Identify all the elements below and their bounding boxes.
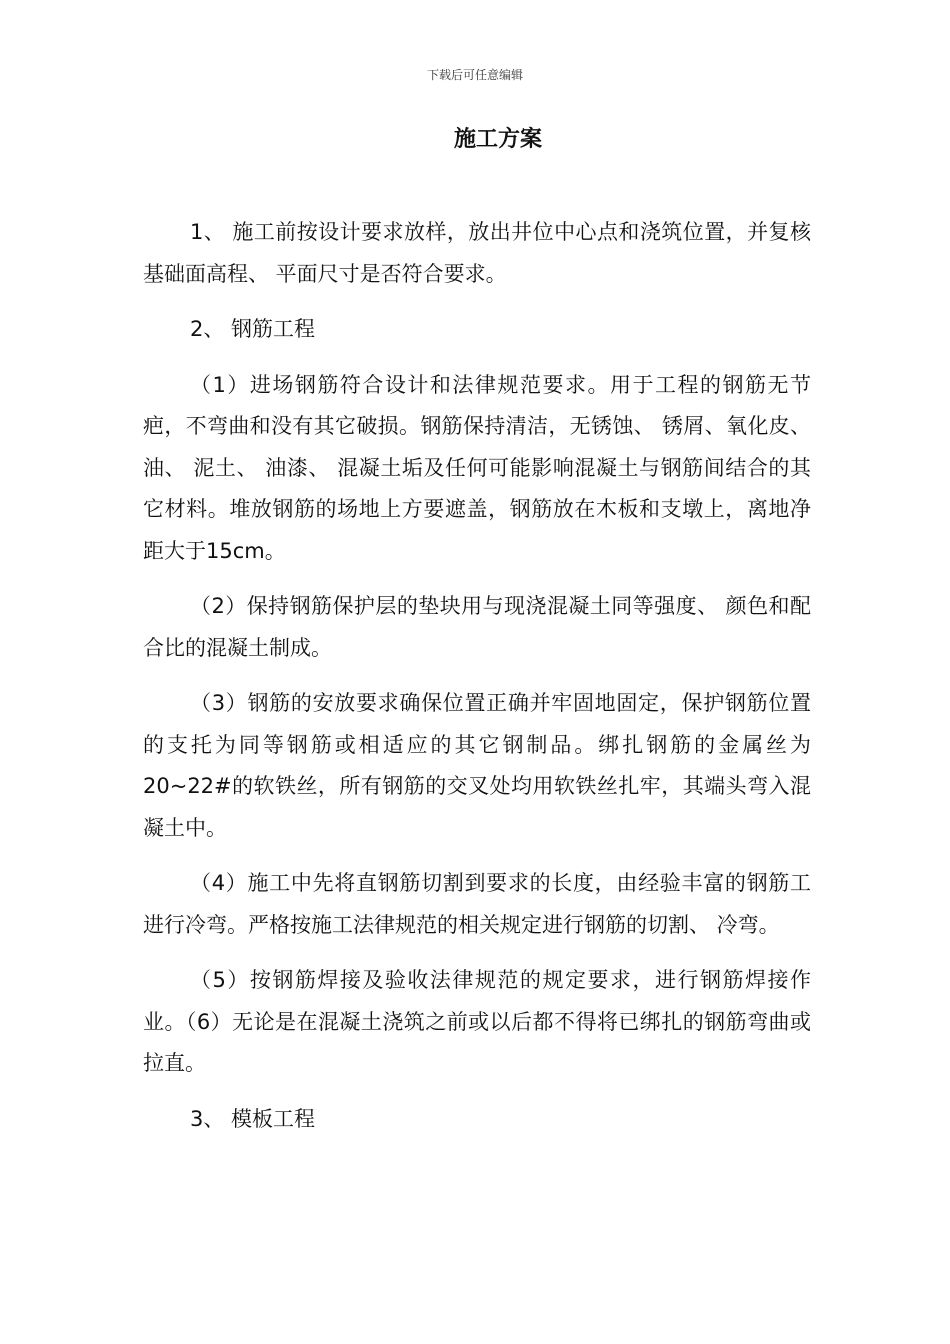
paragraph-4: （2）保持钢筋保护层的垫块用与现浇混凝土同等强度、 颜色和配合比的混凝土制成。 bbox=[143, 594, 811, 660]
document-title: 施工方案 bbox=[453, 127, 542, 152]
paragraph-8-heading: 3、 模板工程 bbox=[190, 1106, 316, 1131]
paragraph-6: （4）施工中先将直钢筋切割到要求的长度，由经验丰富的钢筋工进行冷弯。严格按施工法律规范的相关规定进行钢筋的切割、 冷弯。 bbox=[143, 871, 811, 937]
paragraph-2-heading: 2、 钢筋工程 bbox=[190, 317, 316, 341]
header-note: 下载后可任意编辑 bbox=[426, 68, 523, 82]
paragraph-5: （3）钢筋的安放要求确保位置正确并牢固地固定，保护钢筋位置的支托为同等钢筋或相适应的其它钢制品。绑扎钢筋的金属丝为20~22#的软铁丝，所有钢筋的交叉处均用软铁丝扎牢，其端头弯入混凝土中。 bbox=[143, 691, 811, 840]
paragraph-7: （5）按钢筋焊接及验收法律规范的规定要求，进行钢筋焊接作业。（6）无论是在混凝土浇筑之前或以后都不得将已绑扎的钢筋弯曲或拉直。 bbox=[143, 968, 811, 1075]
paragraph-1: 1、 施工前按设计要求放样，放出井位中心点和浇筑位置，并复核基础面高程、 平面尺寸是否符合要求。 bbox=[143, 220, 811, 286]
paragraph-3: （1）进场钢筋符合设计和法律规范要求。用于工程的钢筋无节疤，不弯曲和没有其它破损。钢筋保持清洁，无锈蚀、 锈屑、氧化皮、 油、 泥土、 油漆、 混凝土垢及任何可能影响混凝土与钢筋间结合的其它材料。堆放钢筋的场地上方要遮盖，钢筋放在木板和支墩上，离地净距大于15cm。 bbox=[143, 372, 811, 563]
document-body bbox=[143, 212, 811, 1154]
